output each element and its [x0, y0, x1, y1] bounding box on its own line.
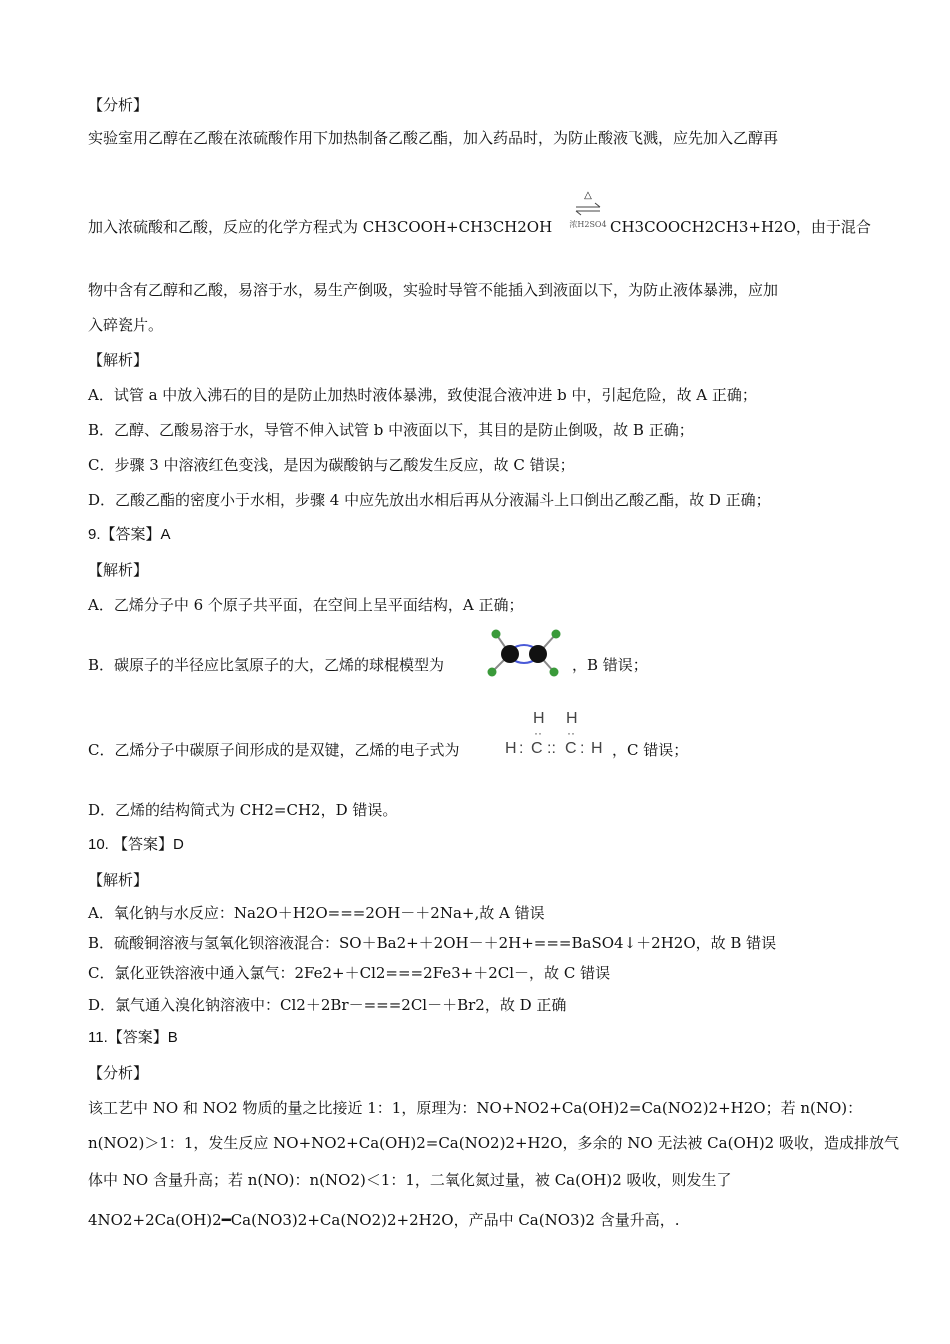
option-c: C．步骤 3 中溶液红色变浅，是因为碳酸钠与乙酸发生反应，故 C 错误； — [88, 456, 575, 474]
ethylene-electron-formula — [505, 710, 609, 766]
q9-option-b-end: ，B 错误； — [572, 656, 648, 674]
ef-dots-2: ·· — [567, 726, 575, 740]
ef-sep-1: : — [519, 740, 524, 757]
q10-option-d: D．氯气通入溴化钠溶液中：Cl2＋2Br－===2Cl－＋Br2，故 D 正确 — [88, 996, 567, 1014]
answer-9: 9.【答案】A — [88, 526, 171, 543]
reaction-arrow-icon — [570, 190, 606, 234]
answer-10: 10. 【答案】D — [88, 836, 184, 853]
ef-dots-1: ·· — [534, 726, 542, 740]
q11-analysis-line-3: 体中 NO 含量升高；若 n(NO)：n(NO2)＜1：1，二氧化氮过量，被 Ca(OH)2 吸收，则发生了 — [88, 1171, 732, 1189]
section-heading-analysis: 【分析】 — [88, 96, 149, 114]
q10-option-c: C．氯化亚铁溶液中通入氯气：2Fe2+＋Cl2===2Fe3+＋2Cl－，故 C 错误 — [88, 964, 611, 982]
ef-sep-2: : — [580, 740, 585, 757]
heat-condition: △ — [584, 190, 592, 201]
q10-option-a: A．氧化钠与水反应：Na2O＋H2O===2OH－＋2Na+,故 A 错误 — [88, 904, 545, 922]
section-heading-solution-9: 【解析】 — [88, 561, 149, 579]
option-d: D．乙酸乙酯的密度小于水相，步骤 4 中应先放出水相后再从分液漏斗上口倒出乙酸乙酯，故 D 正确； — [88, 491, 771, 509]
section-heading-analysis-11: 【分析】 — [88, 1064, 149, 1082]
analysis-line-2a: 加入浓硫酸和乙酸，反应的化学方程式为 CH3COOH+CH3CH2OH — [88, 218, 553, 236]
ef-h-top-right: H — [566, 710, 578, 727]
ethylene-ball-stick-model — [486, 626, 568, 678]
ef-h-right: H — [591, 740, 603, 757]
q9-option-c-end: ，C 错误； — [612, 741, 689, 759]
answer-11: 11.【答案】B — [88, 1029, 178, 1046]
q11-analysis-line-1: 该工艺中 NO 和 NO2 物质的量之比接近 1：1，原理为：NO+NO2+Ca(OH)2=Ca(NO2)2+H2O；若 n(NO)： — [88, 1099, 863, 1117]
analysis-line-4: 入碎瓷片。 — [88, 316, 164, 334]
q10-option-b: B．硫酸铜溶液与氢氧化钡溶液混合：SO＋Ba2+＋2OH－＋2H+===BaSO4↓＋2H2O，故 B 错误 — [88, 934, 777, 952]
ef-dbl: :: — [547, 740, 556, 757]
q9-option-a: A．乙烯分子中 6 个原子共平面，在空间上呈平面结构，A 正确； — [88, 596, 524, 614]
ef-c2: C — [565, 740, 577, 757]
option-a: A．试管 a 中放入沸石的目的是防止加热时液体暴沸，致使混合液冲进 b 中，引起危险，故 A 正确； — [88, 386, 757, 404]
analysis-line-1: 实验室用乙醇在乙酸在浓硫酸作用下加热制备乙酸乙酯，加入药品时，为防止酸液飞溅，应先加入乙醇再 — [88, 129, 779, 147]
q9-option-d: D．乙烯的结构简式为 CH2=CH2，D 错误。 — [88, 801, 398, 819]
ef-h-left: H — [505, 740, 517, 757]
section-heading-solution: 【解析】 — [88, 351, 149, 369]
catalyst-condition: 浓H2SO4 — [569, 220, 607, 229]
option-b: B．乙醇、乙酸易溶于水，导管不伸入试管 b 中液面以下，其目的是防止倒吸，故 B 正确； — [88, 421, 694, 439]
ef-h-top-left: H — [533, 710, 545, 727]
q9-option-c-text: C．乙烯分子中碳原子间形成的是双键，乙烯的电子式为 — [88, 741, 460, 759]
section-heading-solution-10: 【解析】 — [88, 871, 149, 889]
ef-c1: C — [531, 740, 543, 757]
analysis-line-2b: CH3COOCH2CH3+H2O，由于混合 — [610, 218, 871, 236]
q11-analysis-line-2: n(NO2)＞1：1，发生反应 NO+NO2+Ca(OH)2=Ca(NO2)2+H2O，多余的 NO 无法被 Ca(OH)2 吸收，造成排放气 — [88, 1134, 899, 1152]
q9-option-b-text: B．碳原子的半径应比氢原子的大，乙烯的球棍模型为 — [88, 656, 445, 674]
q11-analysis-line-4: 4NO2+2Ca(OH)2━Ca(NO3)2+Ca(NO2)2+2H2O，产品中 Ca(NO3)2 含量升高，. — [88, 1211, 680, 1229]
analysis-line-3: 物中含有乙醇和乙酸，易溶于水，易生产倒吸，实验时导管不能插入到液面以下，为防止液体暴沸，应加 — [88, 281, 779, 299]
